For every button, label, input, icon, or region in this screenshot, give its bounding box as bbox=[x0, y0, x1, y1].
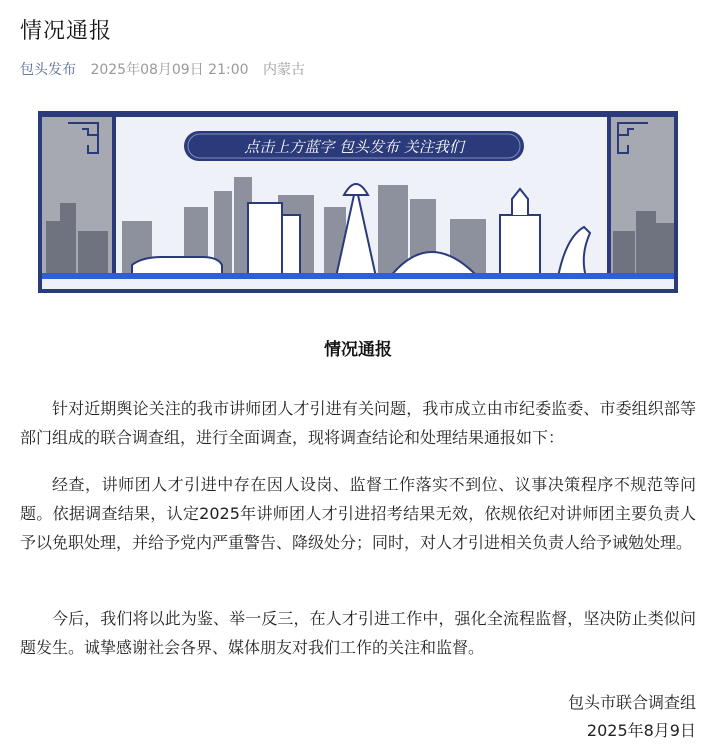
signature: 包头市联合调查组 bbox=[567, 693, 696, 712]
signature-date: 2025年8月9日 bbox=[586, 721, 696, 740]
paragraph-3: 今后，我们将以此为鉴、举一反三，在人才引进工作中，强化全流程监督，坚决防止类似问题发生。诚挚感谢社会各界、媒体朋友对我们工作的关注和监督。 bbox=[20, 609, 696, 657]
banner-slogan: 点击上方蓝字 包头发布 关注我们 bbox=[244, 138, 464, 156]
header-banner-image bbox=[38, 111, 678, 293]
article-title: 情况通报 bbox=[20, 19, 113, 44]
account-name-link[interactable]: 包头发布 bbox=[20, 62, 76, 78]
notice-heading: 情况通报 bbox=[324, 340, 392, 360]
publish-datetime: 2025年08月09日 21:00 bbox=[90, 62, 249, 78]
publish-location: 内蒙古 bbox=[262, 62, 305, 78]
article-meta bbox=[20, 59, 305, 79]
paragraph-1: 针对近期舆论关注的我市讲师团人才引进有关问题，我市成立由市纪委监委、市委组织部等部门组成的联合调查组，进行全面调查，现将调查结论和处理结果通报如下： bbox=[20, 399, 696, 447]
paragraph-2: 经查，讲师团人才引进中存在因人设岗、监督工作落实不到位、议事决策程序不规范等问题。依据调查结果，认定2025年讲师团人才引进招考结果无效，依规依纪对讲师团主要负责人予以免职处理，并给予党内严重警告、降级处分；同时，对人才引进相关负责人给予诫勉处理。 bbox=[20, 475, 696, 552]
